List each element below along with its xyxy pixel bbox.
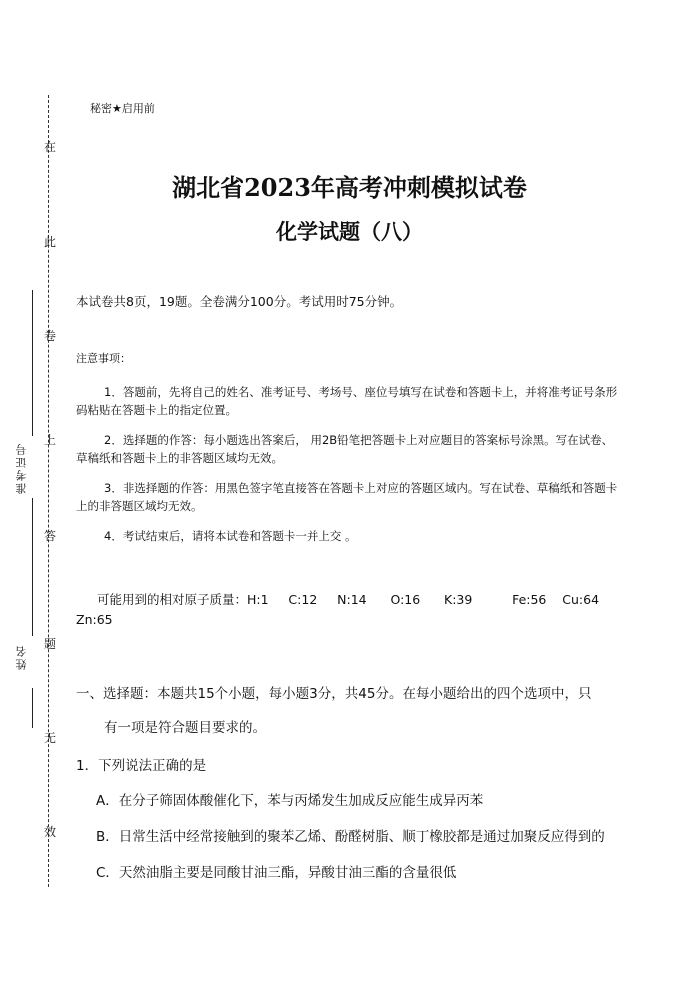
notice-item: 4．考试结束后，请将本试卷和答题卡一并上交 。 bbox=[104, 529, 357, 543]
binding-char: 卷 bbox=[44, 329, 57, 343]
page-title: 湖北省2023年高考冲刺模拟试卷 bbox=[172, 173, 527, 202]
confidential-mark: 秘密★启用前 bbox=[90, 102, 155, 115]
page-subtitle: 化学试题（八） bbox=[276, 219, 423, 244]
name-write-line bbox=[32, 688, 33, 728]
question-option: B．日常生活中经常接触到的聚苯乙烯、酚醛树脂、顺丁橡胶都是通过加聚反应得到的 bbox=[96, 829, 605, 845]
atomic-masses-line: Zn:65 bbox=[76, 612, 113, 627]
section-heading-cont: 有一项是符合题目要求的。 bbox=[104, 720, 266, 736]
atomic-masses-line: 可能用到的相对原子质量：H:1 C:12 N:14 O:16 K:39 Fe:56 Cu:64 bbox=[97, 592, 600, 607]
exam-intro: 本试卷共8页，19题。全卷满分100分。考试用时75分钟。 bbox=[76, 294, 403, 309]
binding-char: 答 bbox=[44, 529, 57, 543]
question-option: A．在分子筛固体酸催化下，苯与丙烯发生加成反应能生成异丙苯 bbox=[96, 793, 484, 809]
exam-id-label: 准考证号 bbox=[15, 442, 28, 494]
notice-heading: 注意事项： bbox=[76, 352, 131, 365]
binding-char: 无 bbox=[44, 731, 57, 745]
question-stem: 1．下列说法正确的是 bbox=[76, 758, 207, 774]
exam-id-write-line-lower bbox=[32, 498, 33, 636]
binding-char: 效 bbox=[44, 825, 57, 839]
binding-char: 题 bbox=[44, 637, 57, 651]
notice-item: 3．非选择题的作答：用黑色签字笔直接答在答题卡上对应的答题区域内。写在试卷、草稿纸和答题卡上的非答题区域均无效。 bbox=[76, 481, 618, 513]
binding-char: 此 bbox=[44, 235, 57, 249]
section-heading: 一、选择题：本题共15个小题，每小题3分，共45分。在每小题给出的四个选项中，只 bbox=[76, 686, 592, 702]
binding-char: 上 bbox=[44, 433, 57, 447]
name-label: 姓名 bbox=[15, 644, 28, 670]
exam-id-write-line bbox=[32, 290, 33, 436]
notice-item: 2．选择题的作答：每小题选出答案后， 用2B铅笔把答题卡上对应题目的答案标号涂黑。写在试卷、草稿纸和答题卡上的非答题区域均无效。 bbox=[76, 433, 614, 465]
question-option: C．天然油脂主要是同酸甘油三酯，异酸甘油三酯的含量很低 bbox=[96, 865, 457, 881]
notice-item: 1．答题前，先将自己的姓名、准考证号、考场号、座位号填写在试卷和答题卡上，并将准考证号条形码粘贴在答题卡上的指定位置。 bbox=[76, 385, 618, 417]
binding-char: 在 bbox=[44, 140, 57, 154]
